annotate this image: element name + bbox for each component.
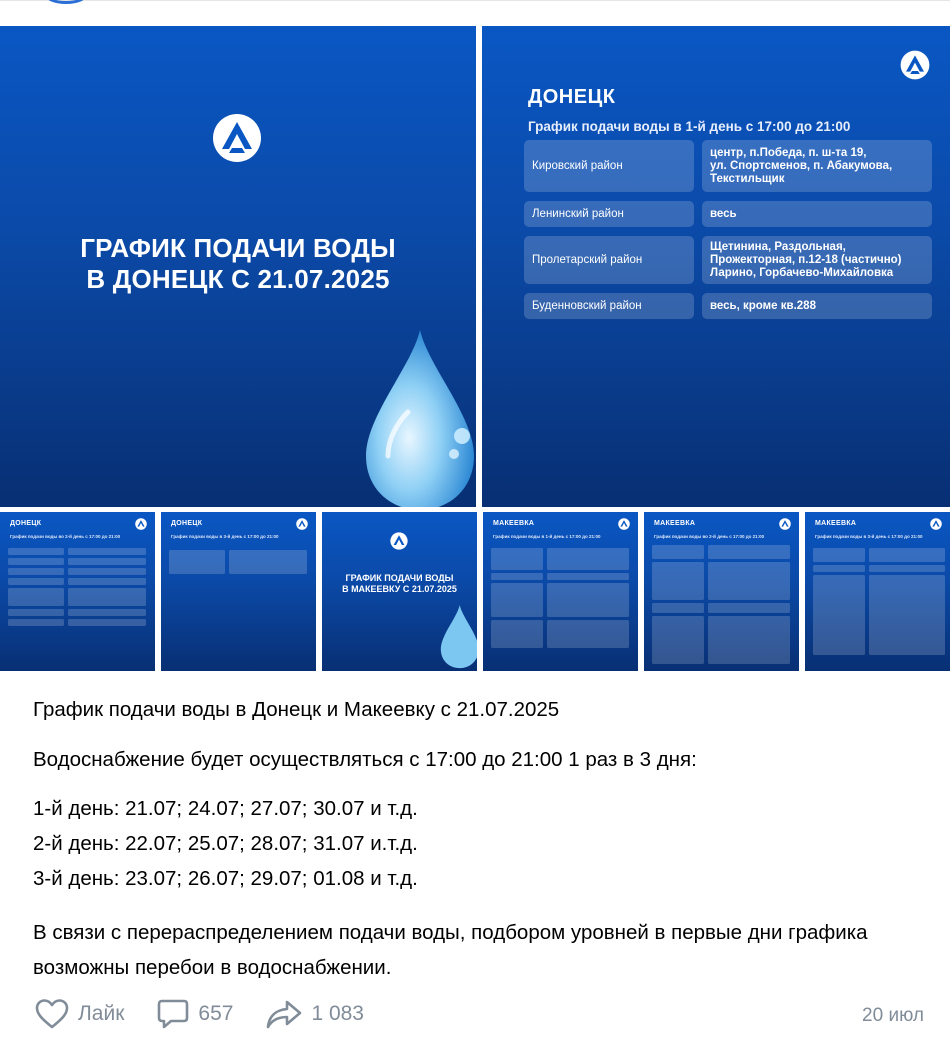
thumbnail-donetsk-day2[interactable]: [0, 512, 155, 671]
post-actions: [34, 998, 396, 1030]
post-day1: 1-й день: 21.07; 24.07; 27.07; 30.07 и т.д.: [33, 797, 418, 820]
heart-icon: [34, 998, 70, 1030]
water-drop-icon: [438, 602, 477, 671]
cover-title-line2: В ДОНЕЦК С 21.07.2025: [86, 264, 390, 294]
comments-count: 657: [198, 1002, 234, 1025]
district-area: весь, кроме кв.288: [702, 293, 932, 319]
area-line: Щетинина, Раздольная,: [710, 240, 846, 253]
thumbnail-city: МАКЕЕВКА: [493, 520, 535, 527]
schedule-subtitle: График подачи воды в 1-й день с 17:00 до 21:00: [528, 119, 851, 134]
company-logo-icon: [779, 518, 791, 530]
cover-title-line1: ГРАФИК ПОДАЧИ ВОДЫ: [345, 573, 454, 583]
shares-count: 1 083: [311, 1002, 364, 1025]
thumbnail-subtitle: График подачи воды в 3-й день с 17:00 до 21:00: [815, 534, 923, 539]
thumbnail-city: МАКЕЕВКА: [815, 520, 857, 527]
company-logo-icon: [618, 518, 630, 530]
thumbnail-city: МАКЕЕВКА: [654, 520, 696, 527]
like-button[interactable]: [34, 998, 124, 1030]
district-name: Буденновский район: [524, 293, 694, 319]
company-logo-icon: [212, 113, 262, 163]
comment-icon: [156, 998, 190, 1030]
comments-button[interactable]: [156, 998, 233, 1030]
like-label: Лайк: [78, 1002, 125, 1025]
post-date[interactable]: 20 июл: [862, 1005, 924, 1026]
district-name: Кировский район: [524, 140, 694, 192]
share-arrow-icon: [265, 998, 303, 1030]
district-area: весь: [702, 201, 932, 227]
thumbnail-makeevka-day3[interactable]: [805, 512, 950, 671]
district-name: Ленинский район: [524, 201, 694, 227]
thumbnail-city: ДОНЕЦК: [171, 520, 203, 527]
cover-image[interactable]: [0, 26, 476, 507]
thumbnail-subtitle: График подачи воды во 2-й день с 17:00 до 21:00: [654, 534, 765, 539]
thumbnail-city: ДОНЕЦК: [10, 520, 42, 527]
company-logo-icon: [390, 532, 408, 550]
schedule-image[interactable]: [482, 26, 950, 507]
thumbnail-subtitle: График подачи воды в 3-й день с 17:00 до 21:00: [171, 534, 279, 539]
company-logo-icon: [135, 518, 147, 530]
thumbnail-makeevka-cover[interactable]: [322, 512, 477, 671]
thumbnail-donetsk-day3[interactable]: [161, 512, 316, 671]
cover-title: [0, 233, 476, 295]
company-logo-icon: [900, 50, 930, 80]
area-line: ул. Спортсменов, п. Абакумова,: [710, 159, 893, 172]
post-day2: 2-й день: 22.07; 25.07; 28.07; 31.07 и.т.д.: [33, 832, 418, 855]
thumbnail-cover-title: [322, 573, 477, 595]
post-intro: Водоснабжение будет осуществляться с 17:00 до 21:00 1 раз в 3 дня:: [33, 748, 697, 771]
share-button[interactable]: [265, 998, 364, 1030]
schedule-city: ДОНЕЦК: [528, 86, 616, 108]
cover-title-line2: В МАКЕЕВКУ С 21.07.2025: [342, 584, 457, 594]
thumbnail-subtitle: График подачи воды во 2-й день с 17:00 до 21:00: [10, 534, 121, 539]
thumbnail-subtitle: График подачи воды в 1-й день с 17:00 до 21:00: [493, 534, 601, 539]
post-title: График подачи воды в Донецк и Макеевку с 21.07.2025: [33, 698, 560, 721]
company-logo-icon: [930, 518, 942, 530]
schedule-row: [524, 293, 932, 319]
district-area: [702, 236, 932, 284]
area-line: Текстильщик: [710, 172, 785, 185]
district-area: [702, 140, 932, 192]
thumbnail-makeevka-day2[interactable]: [644, 512, 799, 671]
schedule-row: [524, 236, 932, 284]
post-note: В связи с перераспределением подачи воды, подбором уровней в первые дни графика возможны перебои в водоснабжении.: [33, 921, 868, 979]
company-logo-icon: [296, 518, 308, 530]
top-divider: [0, 0, 950, 1]
schedule-row: [524, 201, 932, 227]
area-line: Ларино, Горбачево-Михайловка: [710, 266, 894, 279]
schedule-row: [524, 140, 932, 192]
top-edge: [0, 0, 950, 26]
thumbnail-makeevka-day1[interactable]: [483, 512, 638, 671]
post-day3: 3-й день: 23.07; 26.07; 29.07; 01.08 и т.д.: [33, 867, 418, 890]
area-line: Прожекторная, п.12-18 (частично): [710, 253, 902, 266]
avatar[interactable]: [44, 0, 88, 4]
water-drop-icon: [358, 326, 476, 507]
area-line: центр, п.Победа, п. ш-та 19,: [710, 146, 867, 159]
cover-title-line1: ГРАФИК ПОДАЧИ ВОДЫ: [80, 233, 396, 263]
district-name: Пролетарский район: [524, 236, 694, 284]
